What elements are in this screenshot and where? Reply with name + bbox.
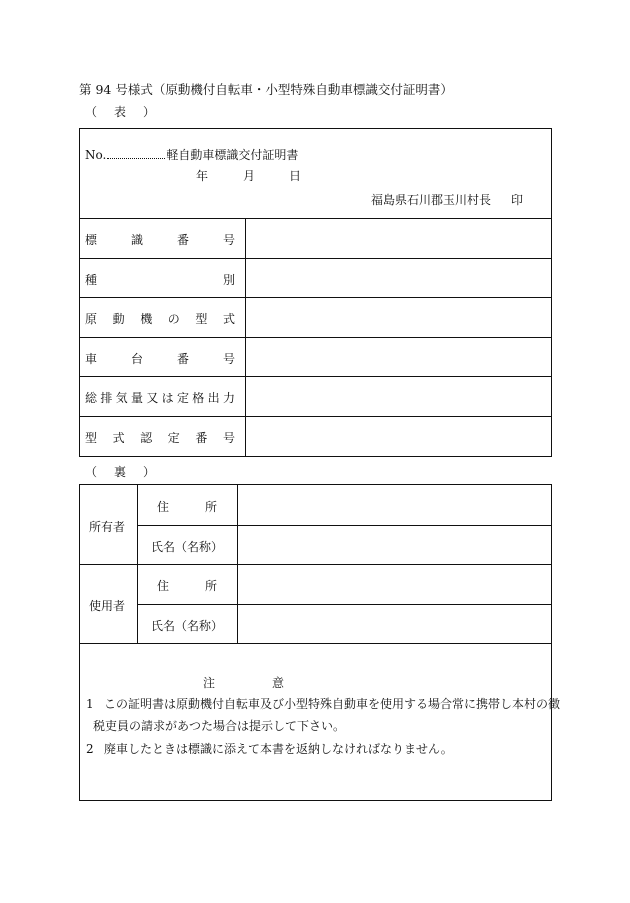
seal-mark: 印 (511, 193, 524, 207)
label-char: 定 (167, 431, 180, 445)
front-row-divider (80, 337, 551, 338)
label-char: 車 (85, 352, 98, 366)
document-title: 軽自動車標識交付証明書 (166, 148, 299, 162)
back-row-divider (80, 564, 551, 565)
label-char: 別 (222, 273, 235, 287)
date-year: 年 (196, 169, 209, 183)
front-row-divider (80, 297, 551, 298)
front-row-divider (80, 258, 551, 259)
row-label-type (85, 271, 235, 288)
user-name-label: 氏名（名称） (151, 619, 224, 633)
label-char: 型 (195, 312, 208, 326)
label-char: 号 (222, 431, 235, 445)
front-column-divider (245, 218, 246, 456)
label-char: 出 (207, 391, 220, 405)
row-label-plate-number (85, 231, 235, 248)
note-1-number: 1 (86, 697, 94, 711)
row-label-chassis-number (85, 350, 235, 367)
back-row-divider (137, 604, 551, 605)
certificate-number (85, 146, 298, 163)
label-char: 認 (140, 431, 153, 445)
owner-label: 所有者 (89, 520, 126, 534)
owner-name-label: 氏名（名称） (151, 540, 224, 554)
front-row-divider (80, 376, 551, 377)
date-day: 日 (289, 169, 302, 183)
number-blank (107, 148, 165, 159)
label-char: 標 (85, 233, 98, 247)
back-label-text: 裏 (113, 465, 126, 479)
label-char: 所 (204, 579, 217, 593)
front-row-divider (80, 416, 551, 417)
row-label-displacement (85, 389, 235, 406)
label-char: 力 (222, 391, 235, 405)
back-label-close: ） (142, 465, 155, 479)
label-char: 総 (85, 391, 98, 405)
label-char: 排 (100, 391, 113, 405)
label-char: 格 (192, 391, 205, 405)
front-label-text: 表 (113, 105, 126, 119)
label-char: 号 (222, 352, 235, 366)
label-char: の (167, 312, 180, 326)
back-side-label (85, 463, 155, 480)
form-title: 第 94 号様式（原動機付自転車・小型特殊自動車標識交付証明書） (79, 82, 453, 97)
label-char: 番 (176, 352, 189, 366)
user-address-label (157, 577, 217, 594)
front-label-open: （ (85, 105, 98, 119)
label-char: 番 (176, 233, 189, 247)
front-row-divider (80, 218, 551, 219)
back-row-divider (80, 643, 551, 644)
back-column-divider (237, 485, 238, 643)
label-char: 式 (112, 431, 125, 445)
owner-address-label (157, 498, 217, 515)
label-char: 原 (85, 312, 98, 326)
label-char: 機 (140, 312, 153, 326)
no-label: No. (85, 148, 107, 162)
label-char: 所 (204, 500, 217, 514)
issuer-name: 福島県石川郡玉川村長 (371, 193, 492, 207)
back-column-divider (137, 485, 138, 643)
user-label: 使用者 (89, 599, 126, 613)
front-table (79, 128, 552, 457)
row-label-engine-model (85, 310, 235, 327)
note-2-text: 廃車したときは標識に添えて本書を返納しなければなりません。 (104, 742, 453, 756)
label-char: 気 (115, 391, 128, 405)
label-char: 識 (130, 233, 143, 247)
note-1-line-1: この証明書は原動機付自転車及び小型特殊自動車を使用する場合常に携帯し本村の徴 (104, 697, 561, 711)
front-side-label (85, 103, 155, 120)
date-month: 月 (243, 169, 256, 183)
label-char: は (161, 391, 174, 405)
note-1-line-2: 税吏員の請求があつた場合は提示して下さい。 (93, 719, 346, 733)
label-char: 号 (222, 233, 235, 247)
label-char: 式 (222, 312, 235, 326)
label-char: 番 (195, 431, 208, 445)
front-label-close: ） (142, 105, 155, 119)
back-row-divider (137, 525, 551, 526)
label-char: 種 (85, 273, 98, 287)
note-2-number: 2 (86, 742, 94, 756)
label-char: 動 (112, 312, 125, 326)
label-char: 住 (157, 579, 170, 593)
back-label-open: （ (85, 465, 98, 479)
label-char: 型 (85, 431, 98, 445)
label-char: 又 (146, 391, 159, 405)
label-char: 量 (130, 391, 143, 405)
notes-title-char: 意 (272, 676, 285, 690)
label-char: 定 (176, 391, 189, 405)
notes-title-char: 注 (203, 676, 216, 690)
label-char: 台 (130, 352, 143, 366)
row-label-type-approval (85, 429, 235, 446)
label-char: 住 (157, 500, 170, 514)
